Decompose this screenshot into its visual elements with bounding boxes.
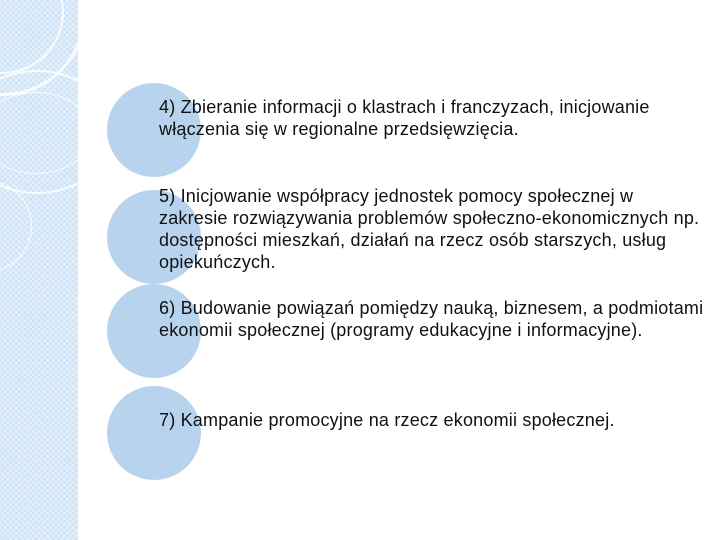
decorative-ring bbox=[0, 92, 78, 174]
bullet-circle bbox=[107, 386, 201, 480]
list-item: 7) Kampanie promocyjne na rzecz ekonomii społecznej. bbox=[159, 410, 615, 430]
list-item: 6) Budowanie powiązań pomiędzy nauką, biznesem, a podmiotami ekonomii społecznej (programy edukacyjne i informacyjne). bbox=[159, 298, 704, 340]
list-item: 5) Inicjowanie współpracy jednostek pomocy społecznej w zakresie rozwiązywania problemów społeczno-ekonomicznych np. dostępności mieszkań, działań na rzecz osób starszych, usług opiekuńczych. bbox=[159, 186, 700, 272]
list-item: 4) Zbieranie informacji o klastrach i franczyzach, inicjowanie włączenia się w regionalne przedsięwzięcia. bbox=[159, 97, 650, 139]
decorative-ring bbox=[0, 180, 32, 272]
decorative-side-panel bbox=[0, 0, 78, 540]
